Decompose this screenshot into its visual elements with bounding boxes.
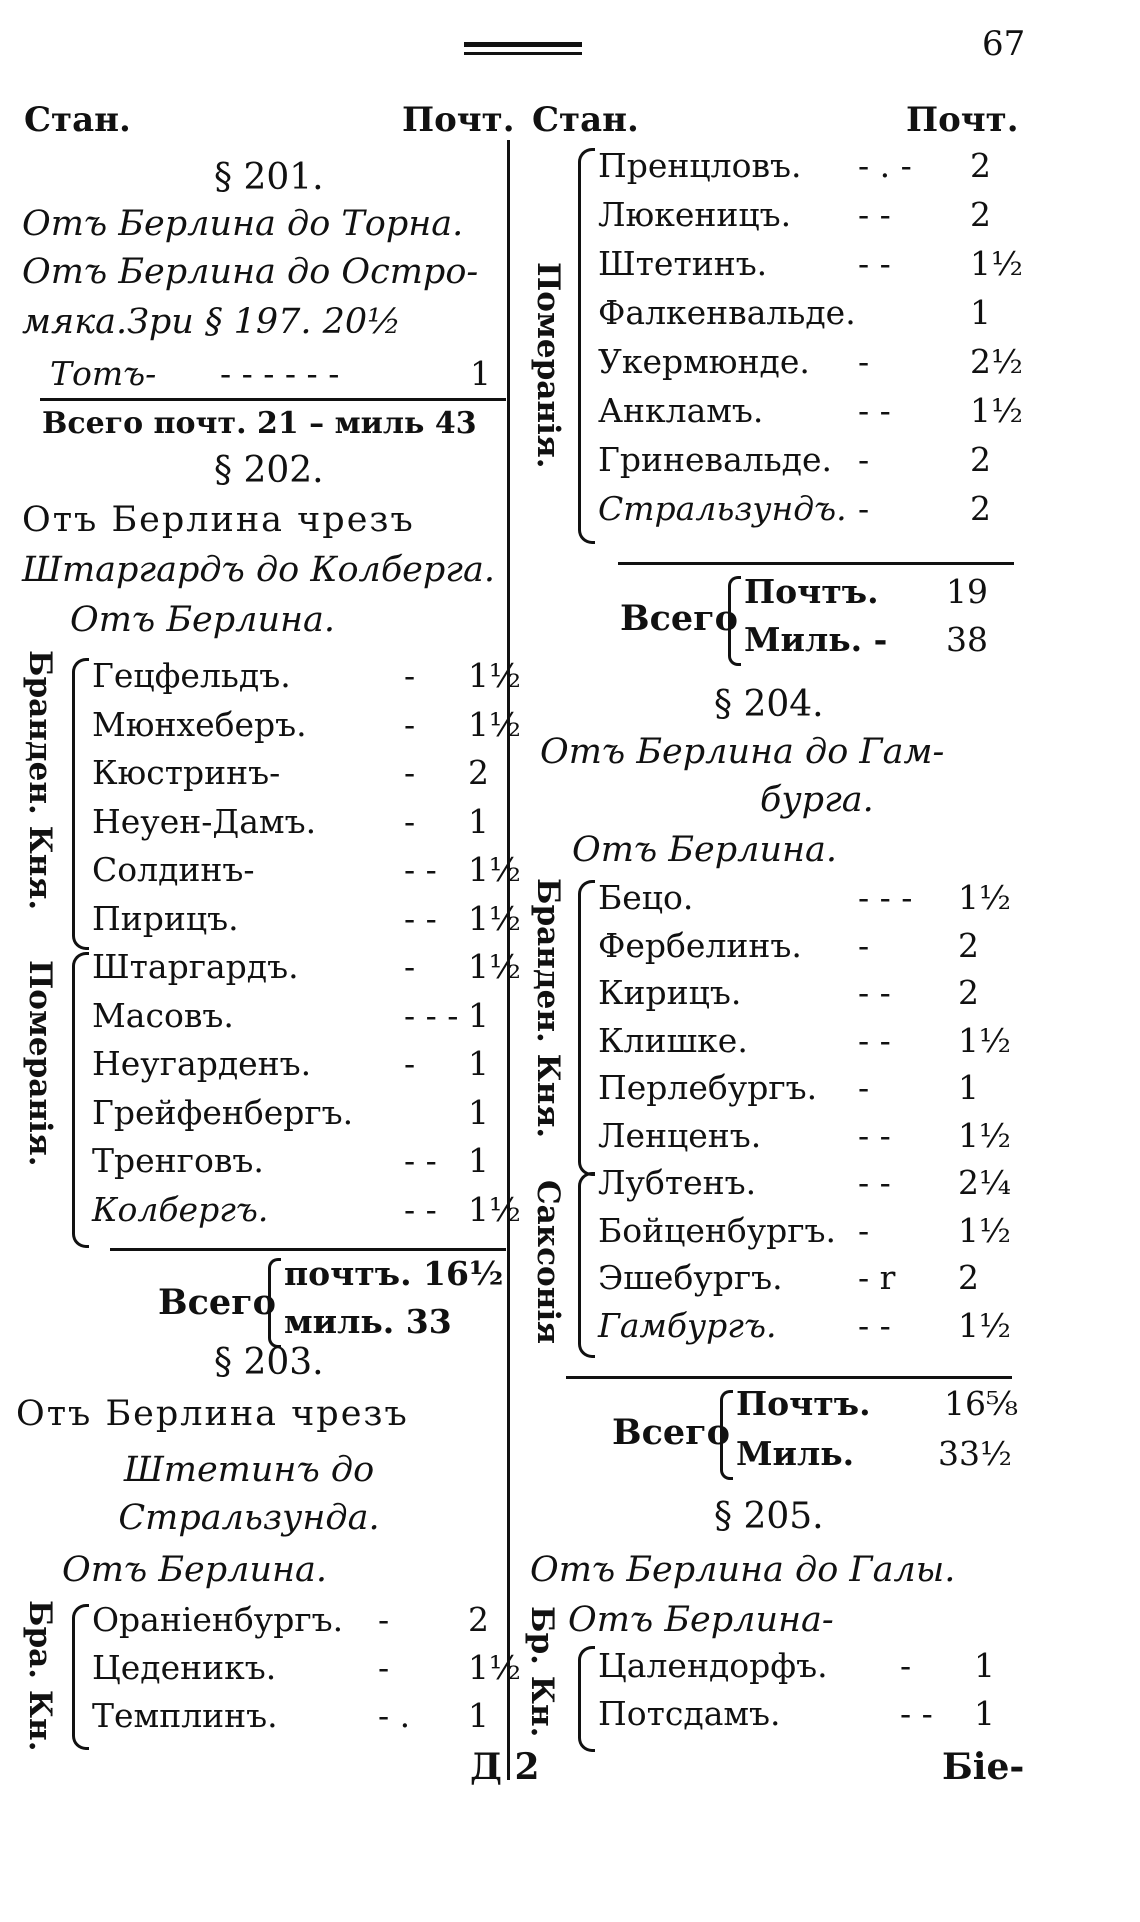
dash-leader: - - (404, 898, 437, 938)
post-value: 2 (468, 1600, 489, 1639)
place-name: Кирицъ. (598, 973, 742, 1012)
section-202-region-pomerania: Померанія. (22, 960, 58, 1167)
dash-leader: - - (900, 1694, 933, 1733)
section-204-from: Отъ Берлина. (572, 830, 838, 870)
post-value: 1½ (468, 704, 521, 744)
post-value: 1 (974, 1646, 995, 1685)
place-name: Лубтенъ. (598, 1163, 757, 1202)
place-name: Цалендорфъ. (598, 1646, 828, 1685)
dash-leader: - - (404, 850, 437, 889)
dash-leader: - - (404, 1141, 437, 1180)
place-name: Перлебургъ. (598, 1068, 818, 1107)
place-name: Штаргардъ. (92, 947, 299, 986)
section-201-line3: мяка.Зри § 197. 20½ (22, 302, 402, 342)
post-value: 1 (468, 1092, 489, 1132)
post-value: 1½ (468, 656, 521, 695)
place-name: Колбергъ. (92, 1189, 269, 1229)
post-value: 2 (958, 1258, 979, 1297)
section-203-right-brace (578, 148, 595, 544)
place-name: Штетинъ. (598, 244, 768, 283)
dash-leader: - (378, 1648, 390, 1687)
section-204-brace-2 (578, 1172, 595, 1358)
section-203-total-rule (618, 562, 1014, 565)
place-name: Ораніенбургъ. (92, 1600, 344, 1639)
post-value: 2 (970, 440, 991, 479)
section-203-total-word: Всего (620, 598, 738, 639)
post-value: 2 (958, 973, 979, 1012)
dash-leader: - (858, 489, 870, 528)
section-204-region-brandenburg: Бранден. Кня. (530, 878, 566, 1139)
post-value: 2 (970, 146, 991, 185)
place-name: Гамбургъ. (598, 1305, 777, 1345)
section-204-line2: бурга. (760, 780, 874, 820)
post-value: 1 (468, 1696, 489, 1735)
dash-leader: - (378, 1600, 390, 1639)
page-number: 67 (982, 24, 1026, 64)
place-name: Пирицъ. (92, 898, 239, 938)
section-203-title: § 203. (214, 1342, 324, 1383)
section-204-total-pocht-val: 16⅝ (944, 1384, 1018, 1423)
post-value: 1 (468, 1141, 489, 1180)
post-value: 1½ (958, 1210, 1011, 1250)
place-name: Анкламъ. (598, 391, 764, 430)
section-203-total-mil: Миль. - (744, 620, 888, 659)
dash-leader: - (404, 753, 416, 792)
post-value: 1 (468, 801, 489, 841)
dash-leader: - (858, 440, 870, 479)
section-201-title: § 201. (214, 157, 324, 198)
place-name: Солдинъ- (92, 850, 255, 889)
section-202-region-brandenburg: Бранден. Кня. (22, 650, 58, 911)
section-202-brace-2 (72, 952, 89, 1248)
dash-leader: - - (858, 1115, 891, 1155)
dash-leader: - (404, 1044, 416, 1083)
section-202-total-word: Всего (158, 1282, 276, 1323)
post-value: 1 (974, 1694, 995, 1733)
dash-leader: - - (858, 244, 891, 283)
post-value: 1½ (468, 1648, 521, 1687)
left-catchword: Д 2 (470, 1746, 540, 1788)
dash-leader: - . - (858, 146, 912, 185)
dash-leader: - - (858, 195, 891, 234)
section-205-brace (578, 1646, 595, 1752)
section-202-total-brace (268, 1258, 281, 1348)
place-name: Фербелинъ. (598, 925, 802, 965)
dash-leader: - . (378, 1696, 411, 1735)
post-value: 1½ (970, 244, 1023, 283)
section-205-line1: Отъ Берлина до Галы. (530, 1550, 956, 1590)
header-rule-2 (464, 52, 582, 55)
section-201-tot-dash: - - - - - - (220, 354, 340, 393)
section-204-total-word: Всего (612, 1412, 730, 1453)
dash-leader: - (404, 656, 416, 695)
section-205-from: Отъ Берлина- (568, 1600, 834, 1640)
place-name: Укермюнде. (598, 342, 810, 381)
place-name: Бойценбургъ. (598, 1210, 837, 1250)
section-202-from: Отъ Берлина. (70, 600, 336, 640)
section-204-brace-1 (578, 880, 595, 1176)
place-name: Гецфельдъ. (92, 656, 291, 695)
post-value: 1 (958, 1068, 979, 1107)
post-value: 1 (970, 293, 991, 332)
col-header-right-pocht: Почт. (906, 100, 1019, 140)
section-205-region: Бр. Кн. (524, 1606, 560, 1738)
dash-leader: - - - (858, 878, 913, 917)
dash-leader: - - (858, 1163, 891, 1202)
section-201-tot-val: 1 (470, 354, 491, 393)
post-value: 1½ (958, 1305, 1011, 1345)
section-204-total-mil-val: 33½ (938, 1434, 1012, 1473)
section-203-line2: Штетинъ до Стральзунда. (118, 1450, 380, 1538)
dash-leader: - (900, 1646, 912, 1685)
place-name: Неуен-Дамъ. (92, 801, 317, 841)
section-202-title: § 202. (214, 450, 324, 491)
dash-leader: - (404, 947, 416, 986)
col-header-left-pocht: Почт. (402, 100, 515, 140)
section-204-line1: Отъ Берлина до Гам- (540, 732, 945, 772)
post-value: 1½ (958, 1020, 1011, 1060)
section-201-tot-name: Тотъ- (50, 354, 157, 393)
dash-leader: - (858, 342, 870, 381)
section-204-total-mil: Миль. (736, 1434, 855, 1473)
dash-leader: - - (858, 391, 891, 430)
dash-leader: - - (858, 1020, 891, 1060)
place-name: Масовъ. (92, 995, 234, 1035)
place-name: Неугарденъ. (92, 1044, 312, 1083)
place-name: Мюнхеберъ. (92, 704, 307, 744)
section-203-brace (72, 1604, 89, 1750)
col-header-right-stan: Стан. (532, 100, 639, 140)
section-203-total-pocht-val: 19 (946, 572, 988, 611)
place-name: Фалкенвальде. (598, 293, 856, 332)
section-202-line1: Отъ Берлина чрезъ (22, 500, 415, 540)
post-value: 1½ (468, 850, 521, 889)
section-203-from: Отъ Берлина. (62, 1550, 328, 1590)
section-202-total-mil: миль. 33 (284, 1302, 452, 1341)
place-name: Пренцловъ. (598, 146, 802, 185)
post-value: 2¼ (958, 1163, 1011, 1202)
place-name: Люкеницъ. (598, 195, 792, 234)
dash-leader: - (404, 801, 416, 841)
dash-leader: - (858, 1068, 870, 1107)
post-value: 1½ (468, 1189, 521, 1229)
place-name: Кюстринъ- (92, 753, 281, 792)
section-204-total-brace (720, 1390, 733, 1480)
post-value: 2 (970, 195, 991, 234)
place-name: Гриневальде. (598, 440, 833, 479)
section-202-brace-1 (72, 658, 89, 950)
dash-leader: - r (858, 1258, 896, 1297)
section-204-title: § 204. (714, 684, 824, 725)
post-value: 2 (468, 753, 489, 792)
dash-leader: - (404, 704, 416, 744)
post-value: 1 (468, 1044, 489, 1083)
dash-leader: - - (858, 1305, 891, 1345)
dash-leader: - (858, 925, 870, 965)
section-205-title: § 205. (714, 1496, 824, 1537)
section-202-total-rule (110, 1248, 506, 1251)
section-203-region-pomerania: Померанія. (530, 262, 566, 469)
dash-leader: - - - (404, 995, 459, 1035)
post-value: 1½ (468, 947, 521, 986)
col-header-left-stan: Стан. (24, 100, 131, 140)
section-203-total-pocht: Почтъ. (744, 572, 879, 611)
place-name: Эшебургъ. (598, 1258, 783, 1297)
section-201-line2: Отъ Берлина до Остро- (22, 252, 479, 292)
right-catchword: Біе- (942, 1746, 1025, 1788)
post-value: 1½ (468, 898, 521, 938)
post-value: 2½ (970, 342, 1023, 381)
post-value: 1½ (970, 391, 1023, 430)
place-name: Тренговъ. (92, 1141, 264, 1180)
place-name: Цеденикъ. (92, 1648, 277, 1687)
section-203-total-mil-val: 38 (946, 620, 988, 659)
post-value: 2 (970, 489, 991, 528)
place-name: Стральзундъ. (598, 489, 847, 528)
post-value: 2 (958, 925, 979, 965)
section-203-line1: Отъ Берлина чрезъ (16, 1394, 409, 1434)
place-name: Потсдамъ. (598, 1694, 781, 1733)
section-204-total-rule (566, 1376, 1012, 1379)
place-name: Клишке. (598, 1020, 748, 1060)
dash-leader: - - (858, 973, 891, 1012)
section-201-total-rule (40, 398, 506, 401)
section-203-region: Бра. Кн. (22, 1600, 58, 1752)
dash-leader: - - (404, 1189, 437, 1229)
section-203-total-brace (728, 576, 741, 666)
section-201-line1: Отъ Берлина до Торна. (22, 204, 464, 244)
place-name: Бецо. (598, 878, 694, 917)
post-value: 1 (468, 995, 489, 1035)
place-name: Темплинъ. (92, 1696, 278, 1735)
section-202-total-pocht: почтъ. 16½ (284, 1254, 504, 1293)
post-value: 1½ (958, 1115, 1011, 1155)
section-202-line2: Штаргардъ до Колберга. (22, 550, 495, 590)
post-value: 1½ (958, 878, 1011, 917)
place-name: Грейфенбергъ. (92, 1092, 354, 1132)
place-name: Ленценъ. (598, 1115, 762, 1155)
header-rule (464, 42, 582, 47)
section-204-region-saxony: Саксонія (530, 1180, 566, 1345)
section-204-total-pocht: Почтъ. (736, 1384, 871, 1423)
section-201-total: Всего почт. 21 – миль 43 (42, 406, 477, 441)
dash-leader: - (858, 1210, 870, 1250)
